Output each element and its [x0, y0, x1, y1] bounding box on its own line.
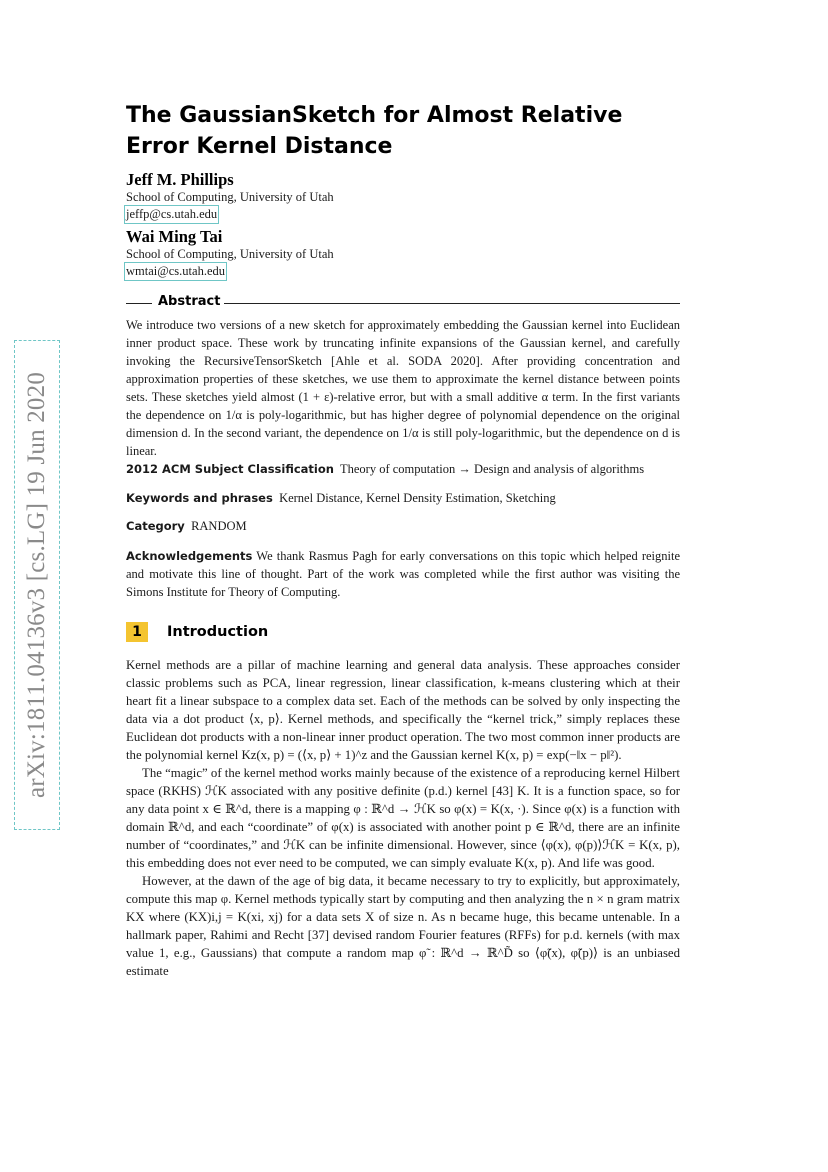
category-label: Category — [126, 519, 185, 533]
abstract-rule-right — [224, 303, 680, 304]
abstract-text: We introduce two versions of a new sketch for approximately embedding the Gaussian kernel into Euclidean inner product space. These work by truncating infinite expansions of the Gaussian kernel, and carefully invoking the RecursiveTensorSketch [Ahle et al. SODA 2020]. After providing concentration and approximation properties of these sketches, we use them to approximate the kernel distance between points sets. These sketches yield almost (1 + ε)-relative error, but with a small additive α term. In the first variants the dependence on 1/α is poly-logarithmic, but has higher degree of polynomial dependence on the original dimension d. In the second variant, the dependence on 1/α is still poly-logarithmic, but the dependence on d is linear. — [126, 318, 680, 458]
abstract-heading: Abstract — [158, 294, 221, 309]
section-number: 1 — [126, 622, 148, 642]
category — [126, 517, 680, 535]
abstract-header — [126, 294, 680, 312]
keywords-label: Keywords and phrases — [126, 491, 273, 505]
author-name-2: Wai Ming Tai — [126, 227, 223, 246]
intro-paragraph-1: Kernel methods are a pillar of machine learning and general data analysis. These approaches consider classic problems such as PCA, linear regression, linear classification, k-means clustering which at their heart fit a linear subspace to a complex data set. Each of the methods can be solved by only inspecting the data via a dot product ⟨x, p⟩. Kernel methods, and specifically the “kernel trick,” simply replaces these Euclidean dot products with a non-linear inner product operation. The two most common inner products are the polynomial kernel Kz(x, p) = (⟨x, p⟩ + 1)^z and the Gaussian kernel K(x, p) = exp(−‖x − p‖²). — [126, 658, 680, 762]
intro-paragraph-2: The “magic” of the kernel method works mainly because of the existence of a reproducing kernel Hilbert space (RKHS) ℋK associated with any positive definite (p.d.) kernel [43] K. It is a function space, so for any data point x ∈ ℝ^d, there is a mapping φ : ℝ^d → ℋK so φ(x) = K(x, ·). Since φ(x) is a function with domain ℝ^d, and each “coordinate” of φ(x) is associated with another point p ∈ ℝ^d, there are an infinite number of “coordinates,” and ℋK can be infinite dimensional. However, since ⟨φ(x), φ(p)⟩ℋK = K(x, p), this embedding does not ever need to be computed, we can simply evaluate K(x, p). And life was good. — [126, 766, 680, 870]
intro-paragraph-3: However, at the dawn of the age of big data, it became necessary to try to explicitly, but approximately, compute this map φ. Kernel methods typically start by computing and then analyzing the n × n gram matrix KX where (KX)i,j = K(xi, xj) for a data sets X of size n. As n became huge, this became untenable. In a hallmark paper, Rahimi and Recht [37] devised random Fourier features (RFFs) for p.d. kernels (with max value 1, e.g., Gaussians) that compute a random map φ̃ : ℝ^d → ℝ^D̃ so ⟨φ̃(x), φ̃(p)⟩ is an unbiased estimate — [126, 874, 680, 978]
author-email-link-2[interactable]: wmtai@cs.utah.edu — [126, 264, 225, 278]
section-title: Introduction — [167, 624, 269, 640]
introduction-body — [126, 656, 680, 980]
author-affiliation-2: School of Computing, University of Utah — [126, 247, 334, 261]
keywords — [126, 489, 680, 507]
acm-value: Theory of computation → Design and analysis of algorithms — [340, 462, 645, 476]
acknowledgements-label: Acknowledgements — [126, 549, 253, 563]
paper-title: The GaussianSketch for Almost Relative Error Kernel Distance — [126, 103, 623, 159]
acknowledgements-value: We thank Rasmus Pagh for early conversations on this topic which helped reignite and motivate this line of thought. Part of the work was completed while the first author was visiting the Simons Institute for Theory of Computing. — [126, 549, 680, 599]
arxiv-identifier: arXiv:1811.04136v3 [cs.LG] 19 Jun 2020 — [23, 371, 50, 799]
author-email-link-1[interactable]: jeffp@cs.utah.edu — [126, 207, 218, 221]
arxiv-stamp — [14, 340, 60, 830]
author-affiliation-1: School of Computing, University of Utah — [126, 190, 334, 204]
acm-label: 2012 ACM Subject Classification — [126, 462, 334, 476]
acm-classification — [126, 460, 680, 478]
category-value: RANDOM — [191, 519, 247, 533]
author-name-1: Jeff M. Phillips — [126, 170, 234, 189]
abstract-rule-left — [126, 303, 152, 304]
acknowledgements — [126, 547, 680, 601]
keywords-value: Kernel Distance, Kernel Density Estimation, Sketching — [279, 491, 556, 505]
